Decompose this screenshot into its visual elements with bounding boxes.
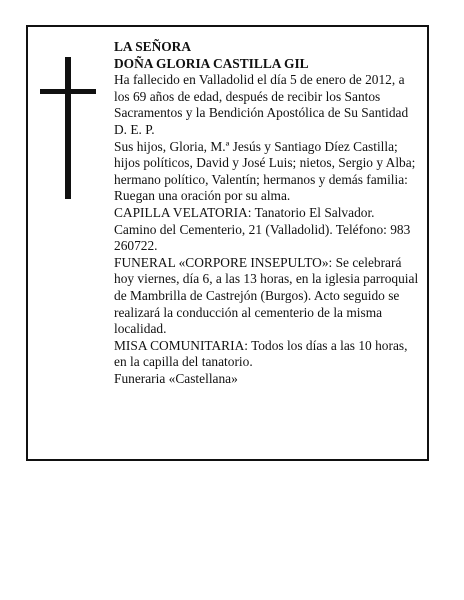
wake-chapel-info: CAPILLA VELATORIA: Tanatorio El Salvador. Camino del Cementerio, 21 (Valladolid). Teléfono: 983 260722. [114,204,411,254]
obituary-notice [26,25,429,461]
notice-heading: LA SEÑORA [114,39,192,54]
funeral-info: FUNERAL «CORPORE INSEPULTO»: Se celebrará hoy viernes, día 6, a las 13 horas, en la iglesia parroquial de Mambrilla de Castrejón (Burgos). Acto seguido se realizará la conducción al cementerio de la misma localidad. [114,254,419,337]
notice-text [114,39,420,387]
deceased-name: DOÑA GLORIA CASTILLA GIL [114,55,309,71]
death-announcement: Ha fallecido en Valladolid el día 5 de enero de 2012, a los 69 años de edad, después de recibir los Santos Sacramentos y la Bendición Apostólica de Su Santidad [114,72,409,121]
cross-horizontal-bar [40,89,96,94]
funeral-home: Funeraria «Castellana» [114,370,238,386]
rest-in-peace: D. E. P. [114,121,155,137]
prayer-request: Ruegan una oración por su alma. [114,188,291,204]
mass-info: MISA COMUNITARIA: Todos los días a las 10 horas, en la capilla del tanatorio. [114,337,408,370]
family-list: Sus hijos, Gloria, M.ª Jesús y Santiago Díez Castilla; hijos políticos, David y José Luis; nietos, Sergio y Alba; hermano político, Valentín; hermanos y demás familia: [114,138,416,187]
latin-cross-icon [40,57,96,199]
cross-vertical-bar [65,57,71,199]
